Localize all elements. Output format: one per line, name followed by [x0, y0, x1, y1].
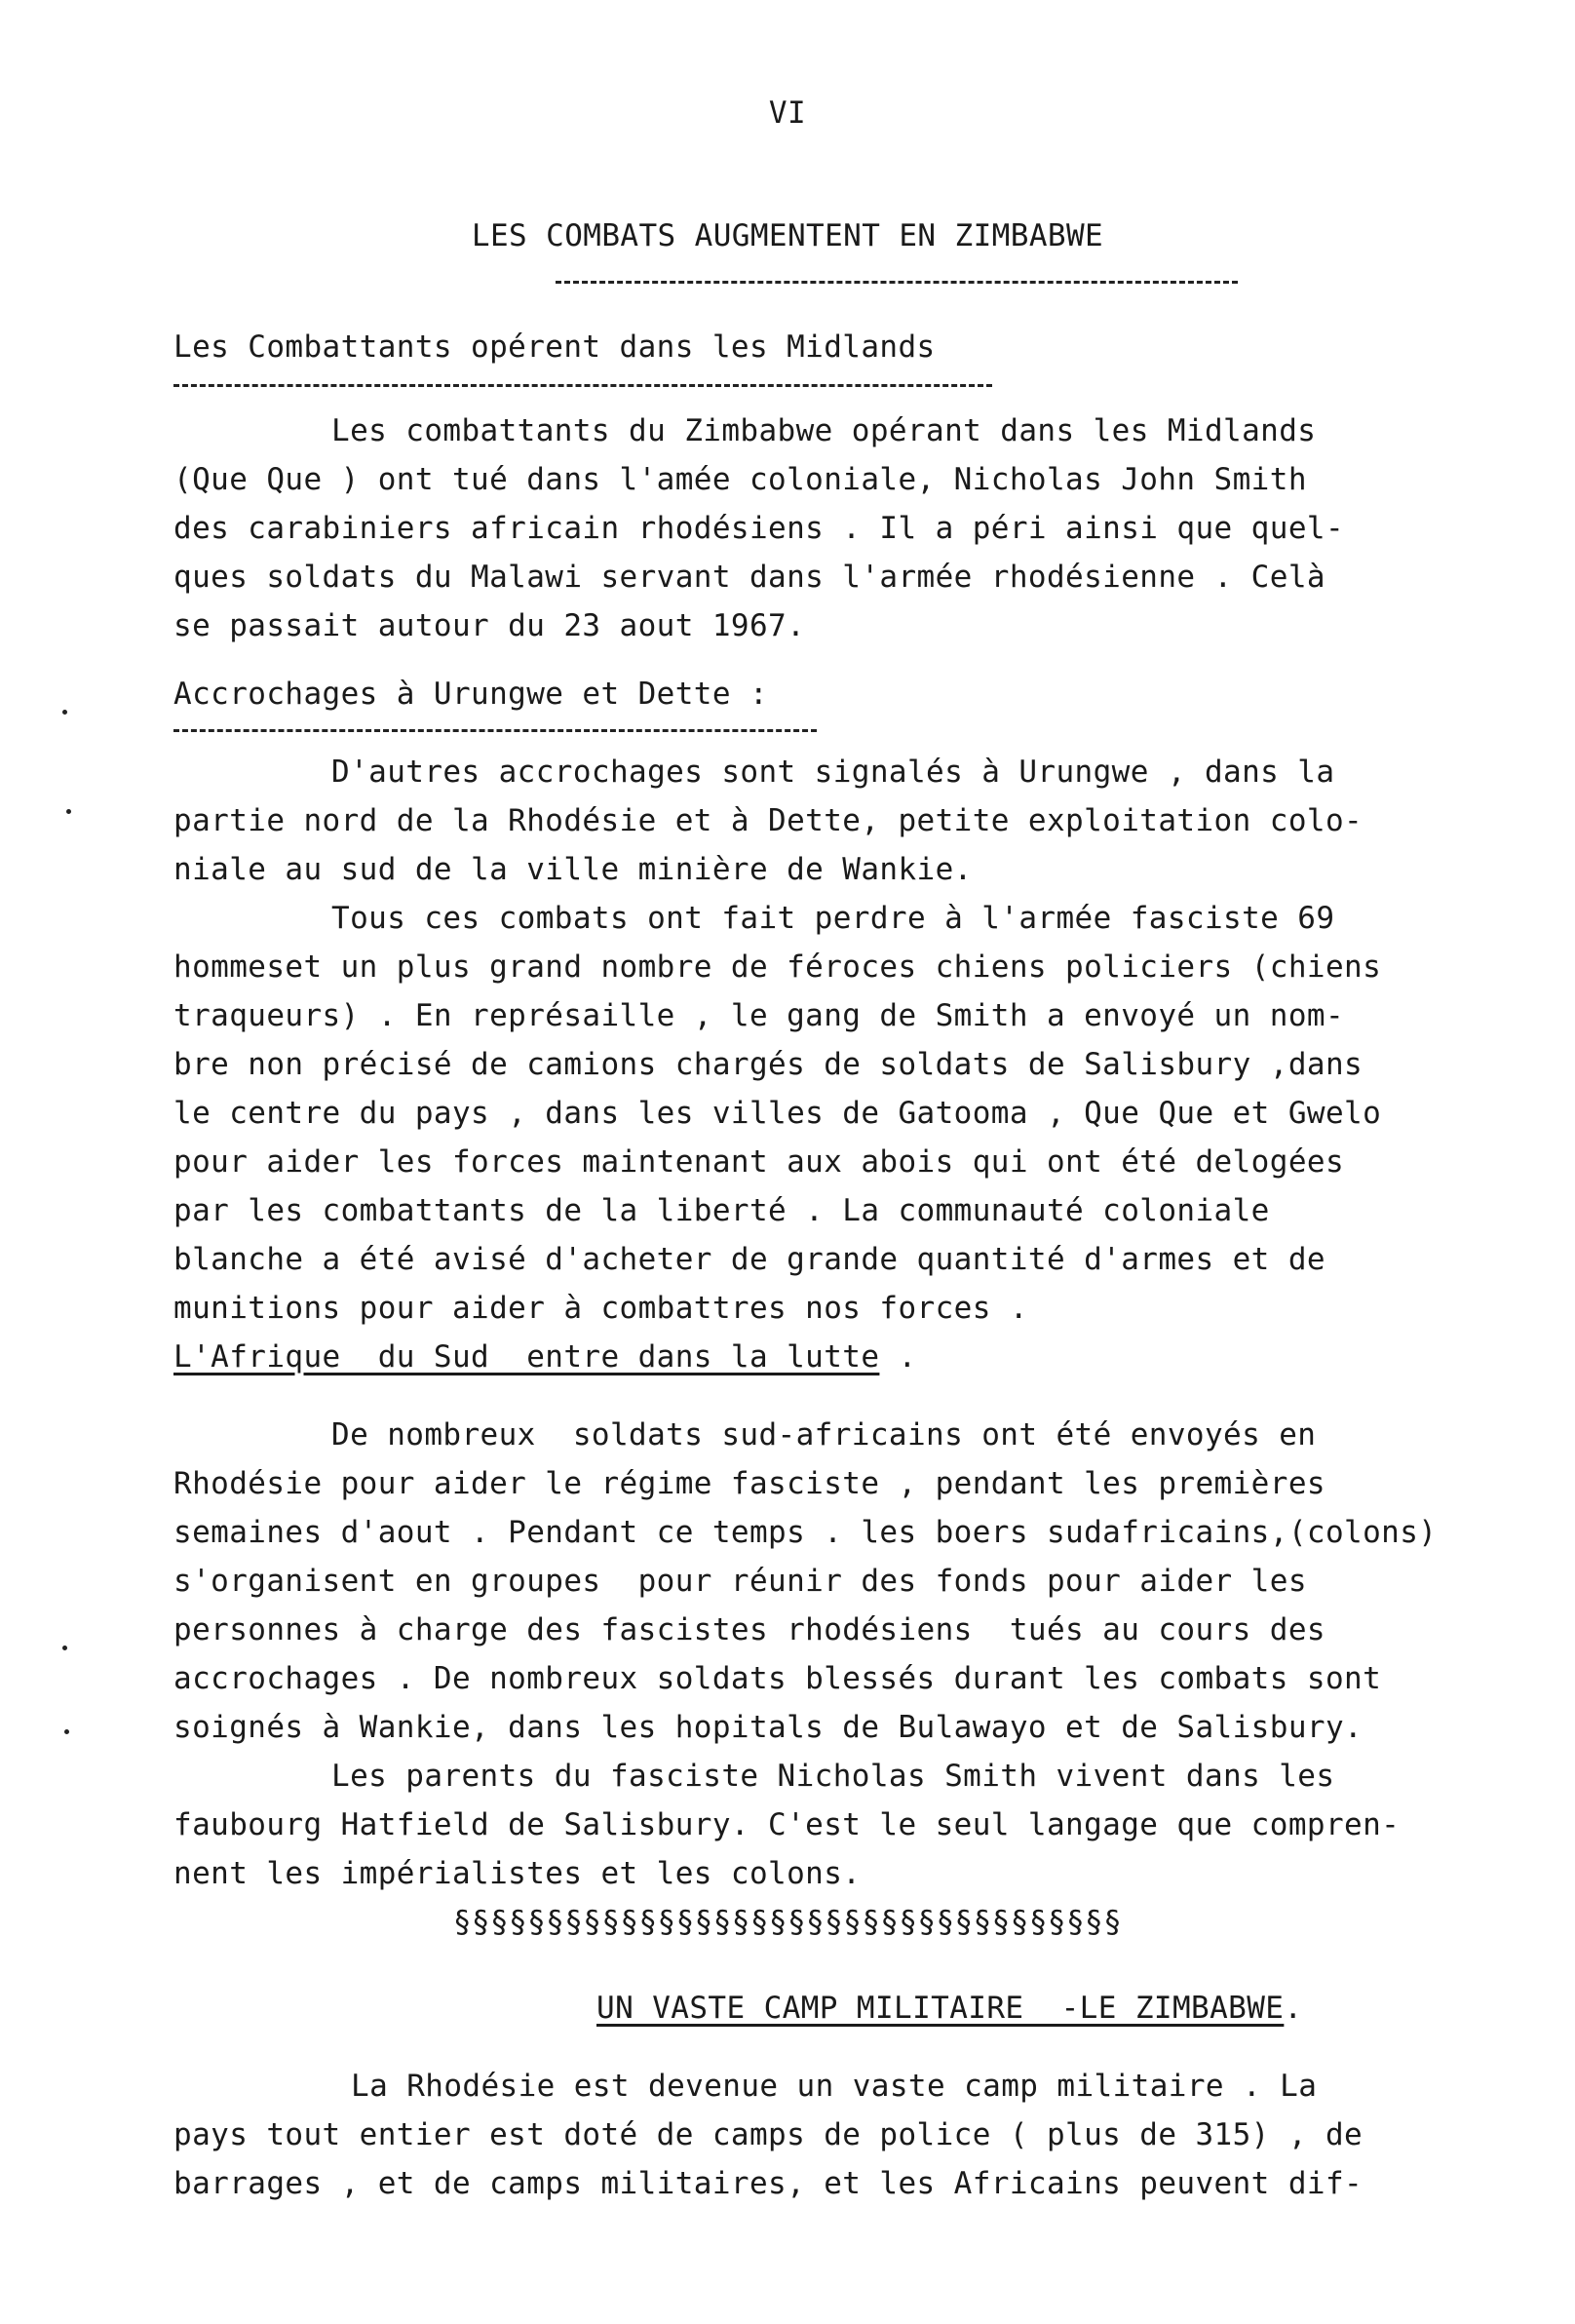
paragraph-line: niale au sud de la ville minière de Wankie.: [173, 852, 973, 887]
paragraph-line: pays tout entier est doté de camps de police ( plus de 315) , de: [173, 2117, 1364, 2152]
scan-speck: [64, 1729, 69, 1734]
paragraph-line: ques soldats du Malawi servant dans l'armée rhodésienne . Celà: [173, 560, 1325, 595]
paragraph-line: Les combattants du Zimbabwe opérant dans les Midlands: [331, 413, 1317, 448]
paragraph-line: le centre du pays , dans les villes de Gatooma , Que Que et Gwelo: [173, 1096, 1382, 1131]
paragraph-line: nent les impérialistes et les colons.: [173, 1856, 862, 1891]
page-title: LES COMBATS AUGMENTENT EN ZIMBABWE: [471, 218, 1104, 253]
section-heading-tail: .: [1284, 1991, 1303, 2026]
section-heading-text: UN VASTE CAMP MILITAIRE -LE ZIMBABWE: [596, 1991, 1285, 2026]
title-underline: [556, 281, 1238, 284]
paragraph-line: par les combattants de la liberté . La communauté coloniale: [173, 1193, 1270, 1228]
scan-speck: [62, 1646, 67, 1650]
paragraph-line: blanche a été avisé d'acheter de grande quantité d'armes et de: [173, 1242, 1325, 1277]
section-separator: §§§§§§§§§§§§§§§§§§§§§§§§§§§§§§§§§§§§: [452, 1905, 1123, 1940]
paragraph-line: (Que Que ) ont tué dans l'amée coloniale, Nicholas John Smith: [173, 462, 1307, 497]
paragraph-line: De nombreux soldats sud-africains ont été envoyés en: [331, 1417, 1317, 1452]
paragraph-line: soignés à Wankie, dans les hopitals de Bulawayo et de Salisbury.: [173, 1710, 1364, 1745]
section-heading-underline: [173, 384, 992, 387]
scan-speck: [66, 809, 71, 814]
section-heading-underline: [173, 729, 817, 732]
paragraph-line: traqueurs) . En représaille , le gang de Smith a envoyé un nom-: [173, 998, 1345, 1033]
section-heading-camp-militaire: [596, 1989, 1302, 2028]
paragraph-line: La Rhodésie est devenue un vaste camp militaire . La: [351, 2069, 1318, 2104]
section-heading-urungwe: Accrochages à Urungwe et Dette :: [173, 677, 769, 712]
paragraph-line: partie nord de la Rhodésie et à Dette, petite exploitation colo-: [173, 803, 1364, 838]
paragraph-line: barrages , et de camps militaires, et les Africains peuvent dif-: [173, 2166, 1364, 2201]
paragraph-line: se passait autour du 23 aout 1967.: [173, 608, 806, 643]
section-heading-midlands: Les Combattants opérent dans les Midlands: [173, 329, 936, 365]
paragraph-line: D'autres accrochages sont signalés à Urungwe , dans la: [331, 755, 1335, 790]
paragraph-line: Tous ces combats ont fait perdre à l'armée fasciste 69: [331, 901, 1335, 936]
paragraph-line: s'organisent en groupes pour réunir des fonds pour aider les: [173, 1564, 1307, 1599]
paragraph-line: personnes à charge des fascistes rhodésiens tués au cours des: [173, 1612, 1325, 1647]
paragraph-line: pour aider les forces maintenant aux abois qui ont été delogées: [173, 1144, 1345, 1180]
paragraph-line: munitions pour aider à combattres nos forces .: [173, 1291, 1028, 1326]
paragraph-line: des carabiniers africain rhodésiens . Il a péri ainsi que quel-: [173, 511, 1345, 546]
paragraph-line: faubourg Hatfield de Salisbury. C'est le seul langage que compren-: [173, 1807, 1401, 1842]
paragraph-line: bre non précisé de camions chargés de soldats de Salisbury ,dans: [173, 1047, 1364, 1082]
section-heading-text: L'Afrique du Sud entre dans la lutte: [173, 1339, 880, 1375]
paragraph-line: semaines d'aout . Pendant ce temps . les boers sudafricains,(colons): [173, 1515, 1438, 1550]
paragraph-line: Rhodésie pour aider le régime fasciste , pendant les premières: [173, 1466, 1325, 1501]
section-heading-south-africa: [173, 1337, 917, 1376]
scan-speck: [62, 710, 67, 715]
paragraph-line: accrochages . De nombreux soldats blessés durant les combats sont: [173, 1661, 1382, 1696]
section-heading-tail: .: [879, 1339, 917, 1375]
page-number: VI: [768, 96, 807, 131]
paragraph-line: hommeset un plus grand nombre de féroces chiens policiers (chiens: [173, 949, 1382, 985]
paragraph-line: Les parents du fasciste Nicholas Smith vivent dans les: [331, 1759, 1335, 1794]
